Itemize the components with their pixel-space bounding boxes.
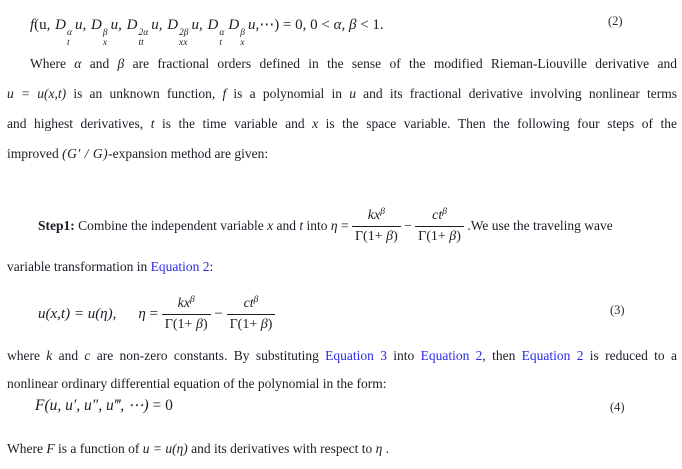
math-expr: F(u, u′, u″, u‴, ⋯) [35,397,149,414]
fraction-denominator [352,227,401,246]
text: . [382,441,390,456]
math-var: u, [247,17,260,33]
text: ) [456,228,461,244]
paragraph-line [7,342,677,370]
math-var: t [150,116,155,131]
math-var: u, [191,17,207,33]
math-var: k [46,348,53,363]
text: variable transformation in [7,259,151,274]
operator-sup: α [67,28,73,38]
math-var: x [312,116,319,131]
text: is an unknown function, [66,86,223,101]
text: into [386,348,421,363]
operator-sub: t [219,38,222,49]
text: Combine the independent variable [74,218,268,233]
math-var: f [222,86,227,101]
math-var: kx [177,296,191,311]
text: improved [7,146,63,161]
operator-scripts [219,28,224,49]
math-var: α [74,56,82,71]
derivative-operator [208,8,227,49]
operator-sup: β [102,28,108,38]
fraction-kx-over-gamma [162,295,211,333]
math-var: u, [110,17,126,33]
operator-sub: tt [138,38,144,49]
operator-sub: t [67,38,70,49]
equation-3 [38,287,275,341]
math-var: ct [243,296,254,311]
operator-scripts [103,28,108,49]
text: and [273,218,300,233]
equation-2-link[interactable]: Equation 2 [150,259,210,274]
operator-sub: xx [179,38,188,49]
derivative-operator [127,8,151,49]
derivative-operator [91,8,110,49]
operator-sub: x [102,38,108,49]
text: < 1. [356,17,384,33]
text: is the space variable. Then the following four steps of the [318,116,677,131]
text: and highest derivatives, [7,116,151,131]
math-var: η [330,218,338,233]
equation-2-link[interactable]: Equation 2 [521,348,584,363]
operator-base: D [126,17,138,33]
math-var: β [386,228,394,244]
text: is the time variable and [154,116,313,131]
text: = [337,218,352,233]
operator-sup: 2β [179,28,189,38]
operator-base: D [228,17,240,33]
math-expr: u = u(x,t) [7,86,67,101]
text: Where [30,56,75,71]
text: ) [267,316,273,332]
operator-sup: β [240,28,245,38]
text: Γ(1+ [354,228,387,244]
text: = [145,305,162,322]
math-var: η [375,441,383,456]
closing-paragraph [7,437,389,461]
fraction-numerator [227,295,276,315]
fraction-ct-over-gamma [227,295,276,333]
text: = 0 [148,397,173,414]
equation-4 [35,396,173,415]
operator-scripts [67,28,72,49]
math-sup: β [442,207,447,217]
math-var: f [30,17,35,33]
substitution-paragraph [7,342,677,398]
paragraph-line [7,79,677,109]
derivative-operator [167,8,190,49]
math-var: F [46,441,55,456]
equation-4-number: (4) [610,400,625,414]
text: nonlinear ordinary differential equation of the polynomial in the form: [7,376,387,391]
text: are fractional orders defined in the sense of the modified Rieman-Liouville derivative and [124,56,677,71]
fraction-kx-over-gamma [352,207,401,245]
operator-base: D [55,17,67,33]
operator-base: D [207,17,219,33]
text: ) [393,228,398,244]
math-var: u [349,86,356,101]
fraction-numerator [415,207,464,227]
text: and [81,56,118,71]
text: where [7,348,47,363]
equation-2 [30,8,384,49]
operator-sup: α [219,28,225,38]
equation-2-link[interactable]: Equation 2 [420,348,483,363]
text: Γ(1+ [164,316,196,332]
math-sup: β [190,295,195,305]
text: and [52,348,85,363]
text: and its fractional derivative involving nonlinear terms [355,86,678,101]
fraction-denominator [227,315,276,334]
text: are non-zero constants. By substituting [90,348,326,363]
text: into [303,218,331,233]
math-var: β [117,56,125,71]
math-var: u, [151,17,167,33]
math-var: kx [367,208,381,223]
text: ) [202,316,208,332]
text: (u, [34,17,55,33]
math-var: ct [432,208,443,223]
fraction-numerator [162,295,211,315]
math-var: η [138,305,146,322]
equation-3-number: (3) [610,303,625,317]
text: and its derivatives with respect to [187,441,376,456]
minus-sign: − [400,218,416,233]
equation-2-number: (2) [608,14,623,28]
paragraph-line [7,370,677,398]
operator-scripts [138,28,148,49]
paragraph-line [7,109,677,139]
text: is a function of [54,441,143,456]
math-var: c [84,348,91,363]
step1-paragraph [38,199,613,253]
text: is a polynomial in [226,86,350,101]
text: : [209,259,214,274]
math-var: β [260,316,268,332]
math-sup: β [380,207,385,217]
fraction-denominator [162,315,211,334]
paragraph-line [7,49,677,79]
text: Where [7,441,47,456]
math-sup: β [253,295,259,305]
operator-base: D [91,17,102,33]
math-var: u, [75,17,91,33]
step1-label: Step1: [38,218,75,233]
text: Γ(1+ [229,316,261,332]
operator-sup: 2α [138,28,149,38]
operator-scripts [179,28,188,49]
fraction-denominator [415,227,464,246]
intro-paragraph [7,49,677,169]
text: .We use the traveling wave [463,218,613,233]
operator-scripts [240,28,245,49]
math-expr: u(x,t) = u(η), [38,305,117,322]
text: -expansion method are given: [108,146,269,161]
derivative-operator [228,8,247,49]
math-var: t [299,218,304,233]
text: Γ(1+ [418,228,450,244]
paragraph-line [7,139,677,169]
text: is reduced to a [583,348,677,363]
derivative-operator [55,8,74,49]
step1-paragraph-line2 [7,255,213,279]
math-expr: u = u(η) [142,441,188,456]
math-var: β [449,228,457,244]
math-var: β [195,316,203,332]
equation-3-link[interactable]: Equation 3 [325,348,387,363]
fraction-numerator [352,207,401,227]
math-var: x [267,218,274,233]
operator-sub: x [240,38,245,49]
math-var: α, β [333,17,357,33]
text: , then [482,348,522,363]
operator-base: D [167,17,179,33]
fraction-ct-over-gamma [415,207,464,245]
text: ⋯) = 0, 0 < [259,17,334,33]
minus-sign: − [210,305,227,322]
math-expr: (G′ / G) [62,146,109,161]
